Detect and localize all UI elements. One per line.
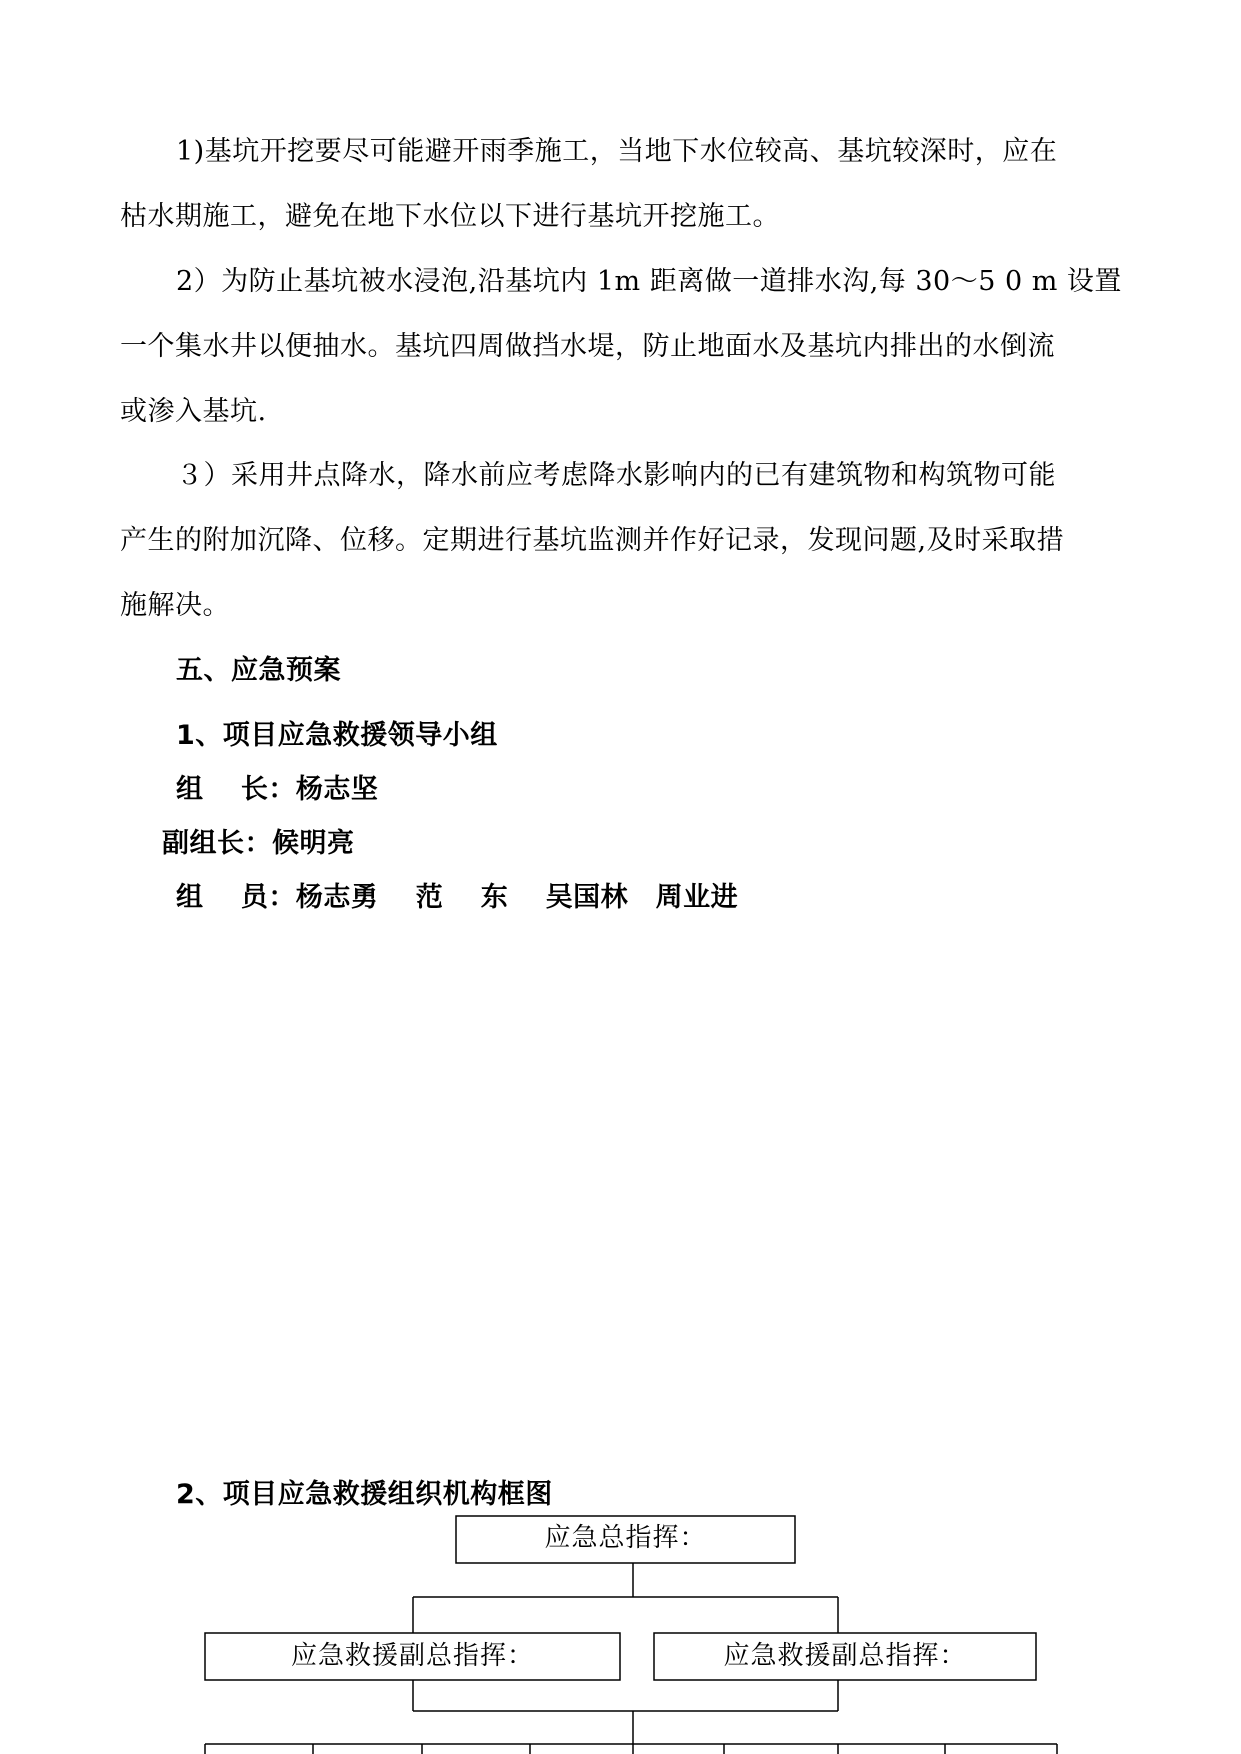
- paragraph-line: 枯水期施工，避免在地下水位以下进行基坑开挖施工。: [120, 201, 780, 232]
- paragraph-line: 产生的附加沉降、位移。定期进行基坑监测并作好记录，发现问题,及时采取措: [120, 525, 1065, 556]
- commander-label: 应急总指挥：: [544, 1523, 707, 1553]
- subsection-heading: 2、项目应急救援组织机构框图: [176, 1479, 553, 1510]
- paragraph-line: 1)基坑开挖要尽可能避开雨季施工，当地下水位较高、基坑较深时，应在: [176, 136, 1058, 167]
- deputy-left-label: 应急救援副总指挥：: [290, 1641, 534, 1671]
- members-line: 组 员：杨志勇 范 东 吴国林 周业进: [176, 882, 739, 913]
- paragraph-line: 2）为防止基坑被水浸泡,沿基坑内 1m 距离做一道排水沟,每 30～5 0 m 设置: [176, 266, 1122, 297]
- deputy-line: 副组长：候明亮: [162, 828, 355, 859]
- deputy-right-label: 应急救援副总指挥：: [723, 1641, 967, 1671]
- leader-line: 组 长：杨志坚: [176, 774, 379, 805]
- paragraph-line: 或渗入基坑.: [120, 396, 267, 427]
- subsection-heading: 1、项目应急救援领导小组: [176, 720, 498, 751]
- paragraph-line: 施解决。: [120, 590, 230, 621]
- paragraph-line: ３）采用井点降水，降水前应考虑降水影响内的已有建筑物和构筑物可能: [176, 460, 1056, 491]
- section-heading: 五、应急预案: [176, 655, 341, 686]
- paragraph-line: 一个集水井以便抽水。基坑四周做挡水堤，防止地面水及基坑内排出的水倒流: [120, 331, 1055, 362]
